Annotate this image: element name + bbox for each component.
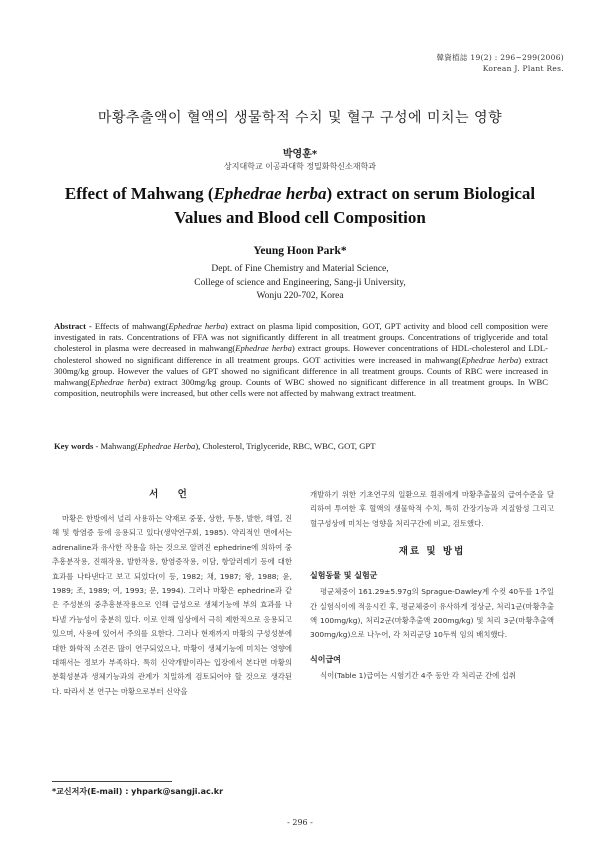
- abstract-text-2: ) extract on plasma lipid composition, GOT, GPT activity and blood cell composition were investigated in rats. Concentrations of FFA was not significantly different in all treatment groups. Concentrations of triglyceride and total cholesterol in plasma were decreased in mahwang(: [54, 321, 548, 354]
- corresponding-author-footnote: *교신저자(E-mail) : yhpark@sangji.ac.kr: [52, 787, 224, 796]
- abstract-italic-2: Ephedrae herba: [235, 343, 292, 354]
- korean-title: 마황추출액이 혈액의 생물학적 수치 및 혈구 구성에 미치는 영향: [97, 110, 503, 126]
- keywords: [54, 441, 548, 451]
- journal-volume: 韓資植誌 19(2) : 296~299(2006): [436, 53, 564, 62]
- keywords-text-2: ), Cholesterol, Triglyceride, RBC, WBC, GOT, GPT: [195, 441, 376, 451]
- diet-subheading: 식이급여: [310, 654, 341, 664]
- right-column: [310, 488, 554, 683]
- diet-text: 식이(Table 1)급여는 시험기간 4주 동안 각 처리군 간에 섭취: [320, 670, 516, 680]
- introduction-text: 마황은 한방에서 널리 사용하는 약재로 중풍, 상한, 두통, 발한, 해열, 진해 및 항염증 등에 응용되고 있다(생약연구회, 1985). 약리적인 면에서는 adrenaline과 유사한 작용을 하는 것으로 알려진 ephedrine에 의하여 중추흥분작용, 진해작용, 발한작용, 항염증작용, 이담, 항알러레기 등에 대한 효과를 나타낸다고 보고 되었다(이 등, 1982; 채, 1987; 왕, 1988; 윤, 1989; 조, 1989; 여, 1993; 문, 1994). 그러나 마황은 ephedrine과 같은 주성분의 중추흥분작용으로 인해 급성으로 생체기능에 부의 효과를 나타낼 가능성이 충분히 있다. 이로 인해 임상에서 극히 제한적으로 응용되고 있으며, 사용에 있어서 주의를 요한다. 그러나 현재까지 마황의 구성성분에 대한 화학적 소견은 많이 연구되었으나, 마황이 생체기능에 미치는 영향에 대해서는 정보가 부족하다. 특히 신약개발이라는 입장에서 본다면 마황의 분획성분과 생체기능과의 관계가 치밀하게 검토되어야 할 것으로 생각된다. 따라서 본 연구는 마황으로부터 신약을: [52, 514, 292, 696]
- english-title: [0, 182, 600, 230]
- page-number: - 296 -: [287, 818, 313, 827]
- abstract-label: Abstract -: [54, 321, 92, 331]
- animals-subheading: 실험동물 및 실험군: [310, 571, 378, 581]
- english-author: Yeung Hoon Park*: [253, 245, 347, 257]
- english-title-part2: ) extract on serum Biological: [326, 184, 536, 203]
- keywords-italic: Ephedrae Herba: [137, 441, 196, 451]
- abstract-text-1: Effects of mahwang(: [91, 321, 169, 331]
- abstract-italic-3: Ephedrae herba: [461, 354, 519, 365]
- abstract-italic-1: Ephedrae herba: [168, 321, 225, 331]
- animals-text: 평균체중이 161.29±5.97g의 Sprague-Dawley계 수컷 40두를 1주일간 실험식이에 적응시킨 후, 평균체중이 유사하게 정상군, 처리1군(마황추출액 100mg/kg), 처리2군(마황추출액 200mg/kg) 및 처리 3군(마황추출액 300mg/kg)으로 나누어, 각 처리군당 10두씩 임의 배치했다.: [310, 587, 554, 640]
- introduction-heading: 서 언: [149, 489, 195, 500]
- keywords-text-1: - Mahwang(: [93, 441, 138, 451]
- english-title-italic: Ephedrae herba: [213, 184, 327, 203]
- affiliation-line2: College of science and Engineering, Sang-ji University,: [194, 277, 406, 288]
- affiliation-line3: Wonju 220-702, Korea: [256, 291, 344, 301]
- abstract-text-3: ) extract groups. However concentrations of HDL-cholesterol and LDL-cholesterol showed no significant difference in all treatment groups. GOT activities were increased in mahwang(: [54, 343, 548, 365]
- korean-affiliation: 상지대학교 이공과대학 정밀화학신소재학과: [224, 162, 376, 171]
- footnote-rule: [52, 781, 172, 782]
- korean-author: 박영훈*: [282, 149, 318, 160]
- journal-name: Korean J. Plant Res.: [482, 64, 564, 73]
- journal-citation: [437, 52, 565, 74]
- keywords-label: Key words: [54, 441, 94, 451]
- abstract: [54, 321, 548, 399]
- abstract-italic-4: Ephedrae herba: [90, 377, 148, 388]
- affiliation-line1: Dept. of Fine Chemistry and Material Science,: [211, 264, 389, 274]
- introduction-continued: 개발하기 위한 기초연구의 일환으로 흰쥐에게 마황추출물의 급여수준을 달리하여 투여한 후 혈액의 생물학적 수치, 특히 간장기능과 지질함성 그리고 혈구성상에 미치는 영향을 처리구간에 비교, 검토했다.: [310, 490, 554, 528]
- abstract-text-4: ) extract 300mg/kg group. However the values of GPT showed no significant difference in all treatment groups. Counts of RBC were increased in mahwang(: [54, 354, 549, 388]
- left-column: [52, 488, 292, 699]
- english-affiliation: [0, 263, 600, 304]
- abstract-text-5: ) extract 300mg/kg group. Counts of WBC showed no significant difference in all treatment groups. In WBC composition, neutrophils were increased, but other cells were not affected by mahwang extract treatment.: [54, 377, 548, 399]
- english-title-part1: Effect of Mahwang (: [64, 184, 214, 203]
- methods-heading: 재료 및 방법: [398, 546, 466, 558]
- english-title-line2: Values and Blood cell Composition: [174, 208, 426, 227]
